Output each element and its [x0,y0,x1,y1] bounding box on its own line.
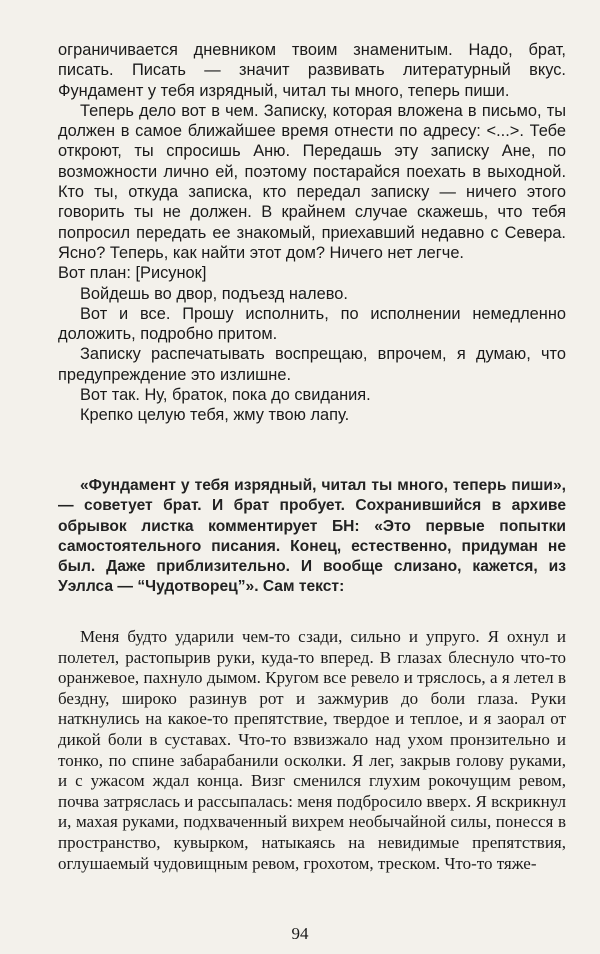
commentary-paragraph: «Фундамент у тебя изрядный, читал ты много, теперь пиши», — советует брат. И брат пробует. Сохранившийся в архиве обрывок листка комментирует БН: «Это первые попытки самостоятельного писания. Конец, естественно, придуман не был. Даже приблизительно. И вообще слизано, кажется, из Уэллса — “Чудотворец”». Сам текст: [58,477,566,596]
letter-paragraph-3: Войдешь во двор, подъезд налево. [80,284,348,303]
letter-paragraph-5: Записку распечатывать воспрещаю, впрочем, я думаю, что предупреждение это излишне. [58,345,566,384]
letter-paragraph-6: Вот так. Ну, браток, пока до свидания. [80,386,371,405]
letter-block [58,40,566,426]
story-paragraph: Меня будто ударили чем-то сзади, сильно и упруго. Я охнул и полетел, растопырив руки, куда-то вперед. В глазах блеснуло что-то оранжевое, пахнуло дымом. Кругом все ревело и тряслось, а я летел в бездну, широко разинув рот и зажмурив до боли глаза. Руки наткнулись на какое-то препятствие, твердое и теплое, и я заорал от дикой боли в суставах. Что-то взвизжало над ухом пронзительно и тонко, по спине забарабанили осколки. Я лег, закрыв голову руками, и с ужасом ждал конца. Визг сменился глухим рокочущим ревом, почва затряслась и рассыпалась: меня подбросило вверх. Я вскрикнул и, махая руками, подхваченный вихрем необычайной силы, понесся в пространство, кувырком, натыкаясь на невидимые препятствия, оглушаемый чудовищным ревом, грохотом, треском. Что-то тяже- [58,627,566,873]
letter-paragraph-1: ограничивается дневником твоим знаменитым. Надо, брат, писать. Писать — значит развивать литературный вкус. Фундамент у тебя изрядный, читал ты много, теперь пиши. [58,41,566,100]
letter-paragraph-4: Вот и все. Прошу исполнить, по исполнении немедленно доложить, подробно притом. [58,304,566,344]
story-block [58,627,566,874]
commentary-block [58,476,566,598]
page-number: 94 [291,924,309,943]
letter-paragraph-7: Крепко целую тебя, жму твою лапу. [80,406,350,425]
letter-plan-line: Вот план: [Рисунок] [58,264,207,283]
letter-paragraph-2: Теперь дело вот в чем. Записку, которая вложена в письмо, ты должен в самое ближайшее время отнести по адресу: <...>. Тебе откроют, ты спросишь Аню. Передашь эту записку Ане, по возможности лично ей, поэтому постарайся поехать в выходной. Кто ты, откуда записка, кто передал записку — ничего этого говорить ты не должен. В крайнем случае скажешь, что тебя попросил передать ее знакомый, приехавший недавно с Севера. Ясно? Теперь, как найти этот дом? Ничего нет легче. [58,101,566,262]
